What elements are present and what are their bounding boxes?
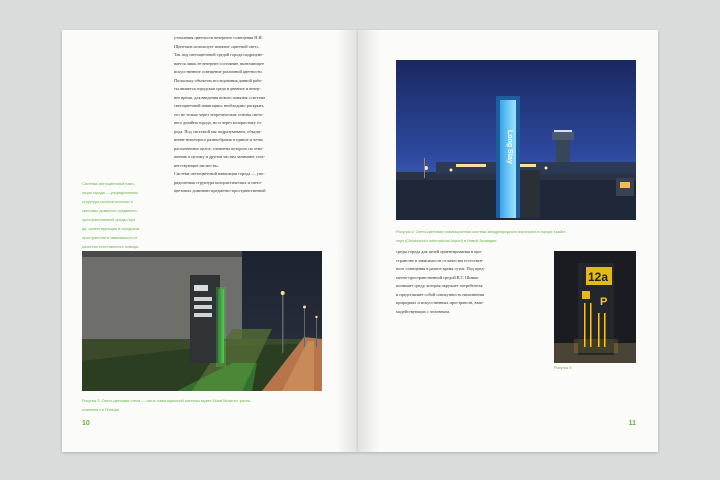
sign-letter-p: P xyxy=(600,296,608,308)
figure-4-caption xyxy=(396,226,636,248)
museum-stele-photo xyxy=(82,251,322,391)
sidenote-line: Система светоцветовой нави- xyxy=(82,181,135,186)
sidenote-line: пространстве в зависимости от xyxy=(82,236,138,241)
left-body-text xyxy=(174,34,326,196)
caption-line: Рисунок 4. Свето-цветовая навигационная система международного аэропорта в городе Крайст- xyxy=(396,229,567,234)
body-line: среды города для целей ориентирования в про- xyxy=(396,249,483,254)
book-spread xyxy=(62,30,658,452)
body-line: вается лишь ее вечернее состояние, включающее xyxy=(174,60,264,66)
body-line: рода. Под системой мы подразумеваем, объеди- xyxy=(174,128,262,134)
body-line: утомления цветности вечернего освещения Н.И. xyxy=(174,35,263,40)
body-line: шению к целому и другим частям занимают соот- xyxy=(174,154,266,159)
sidenote-line: световых доминант предметно- xyxy=(82,209,138,214)
body-line: и представляет собой совокупность наполнения xyxy=(396,291,484,297)
body-line: искусственное освещение различной цветности. xyxy=(174,69,263,74)
body-line: метно-пространственной средой В.Т. Шимко xyxy=(396,274,479,280)
body-line: нение некоторого разнообразия в единое и четко xyxy=(174,137,263,142)
right-body-text xyxy=(396,248,546,316)
caption-line: черч (Christchurch International Airport) в Новой Зеландии. xyxy=(396,239,498,244)
body-line: понимает среду, которая окружает потребителя xyxy=(396,283,483,288)
sidenote-line: да, ориентирующая в городском xyxy=(82,227,140,232)
sign-label-12a: 12a xyxy=(588,270,609,284)
right-page xyxy=(358,30,658,452)
body-line: модействующих с человеком. xyxy=(396,308,450,314)
body-line: светоцветовой навигации» необходимо раскрыть xyxy=(174,103,264,108)
page-number-right: 11 xyxy=(628,420,636,427)
body-line: цветовых доминант предметно-пространственной xyxy=(174,188,266,193)
body-line: ного освещения в разное время суток. Под пред- xyxy=(396,266,485,271)
figure-5-caption: Рисунок 5 xyxy=(554,366,572,370)
body-line: расчлененное целое, элементы которого по отно- xyxy=(174,145,264,151)
caption-line: Рисунок 3. Свето-цветовая стела — часть навигационной системы музея Sklart Museum, распо- xyxy=(82,398,252,403)
body-line: рядоченная структура колористических и свето- xyxy=(174,179,263,185)
body-line: ты является городская среда в дневное и вечер- xyxy=(174,86,261,91)
body-line: Так под светоцветовой средой города подразуме- xyxy=(174,52,264,57)
sidenote-line: пространственной среды горо- xyxy=(82,218,137,223)
body-line: странстве в зависимости от качества естествен- xyxy=(396,257,484,263)
body-line: ветствующие им места». xyxy=(174,162,220,168)
body-line: Система светоцветовой навигации города — упо- xyxy=(174,171,265,176)
airport-navigation-photo xyxy=(396,60,636,220)
sidenote-line: гации города — упорядоченная xyxy=(82,190,138,195)
sidenote-line: структура колористических и xyxy=(82,199,134,204)
body-line: нее время, для введения нового понятия «система xyxy=(174,94,266,100)
page-number-left: 10 xyxy=(82,420,90,427)
tower-sign-text: Long Stay xyxy=(506,130,513,164)
left-page xyxy=(62,30,358,452)
body-line: природных и искусственных пространств, взаи- xyxy=(396,300,484,305)
body-line: Щепетков использует понятие «цветной свет». xyxy=(174,43,260,49)
body-line: Поскольку объектом исследования данной рабо- xyxy=(174,77,263,83)
parking-sign-photo xyxy=(554,251,636,363)
caption-line: ложенного в Польше. xyxy=(82,408,120,413)
figure-3-caption xyxy=(82,395,332,417)
body-line: его не только через теоретические основы свето- xyxy=(174,111,264,117)
body-line: вого дизайна города, но и через колористику го- xyxy=(174,120,263,125)
sidenote-line: качества естественного освеще- xyxy=(82,245,140,250)
